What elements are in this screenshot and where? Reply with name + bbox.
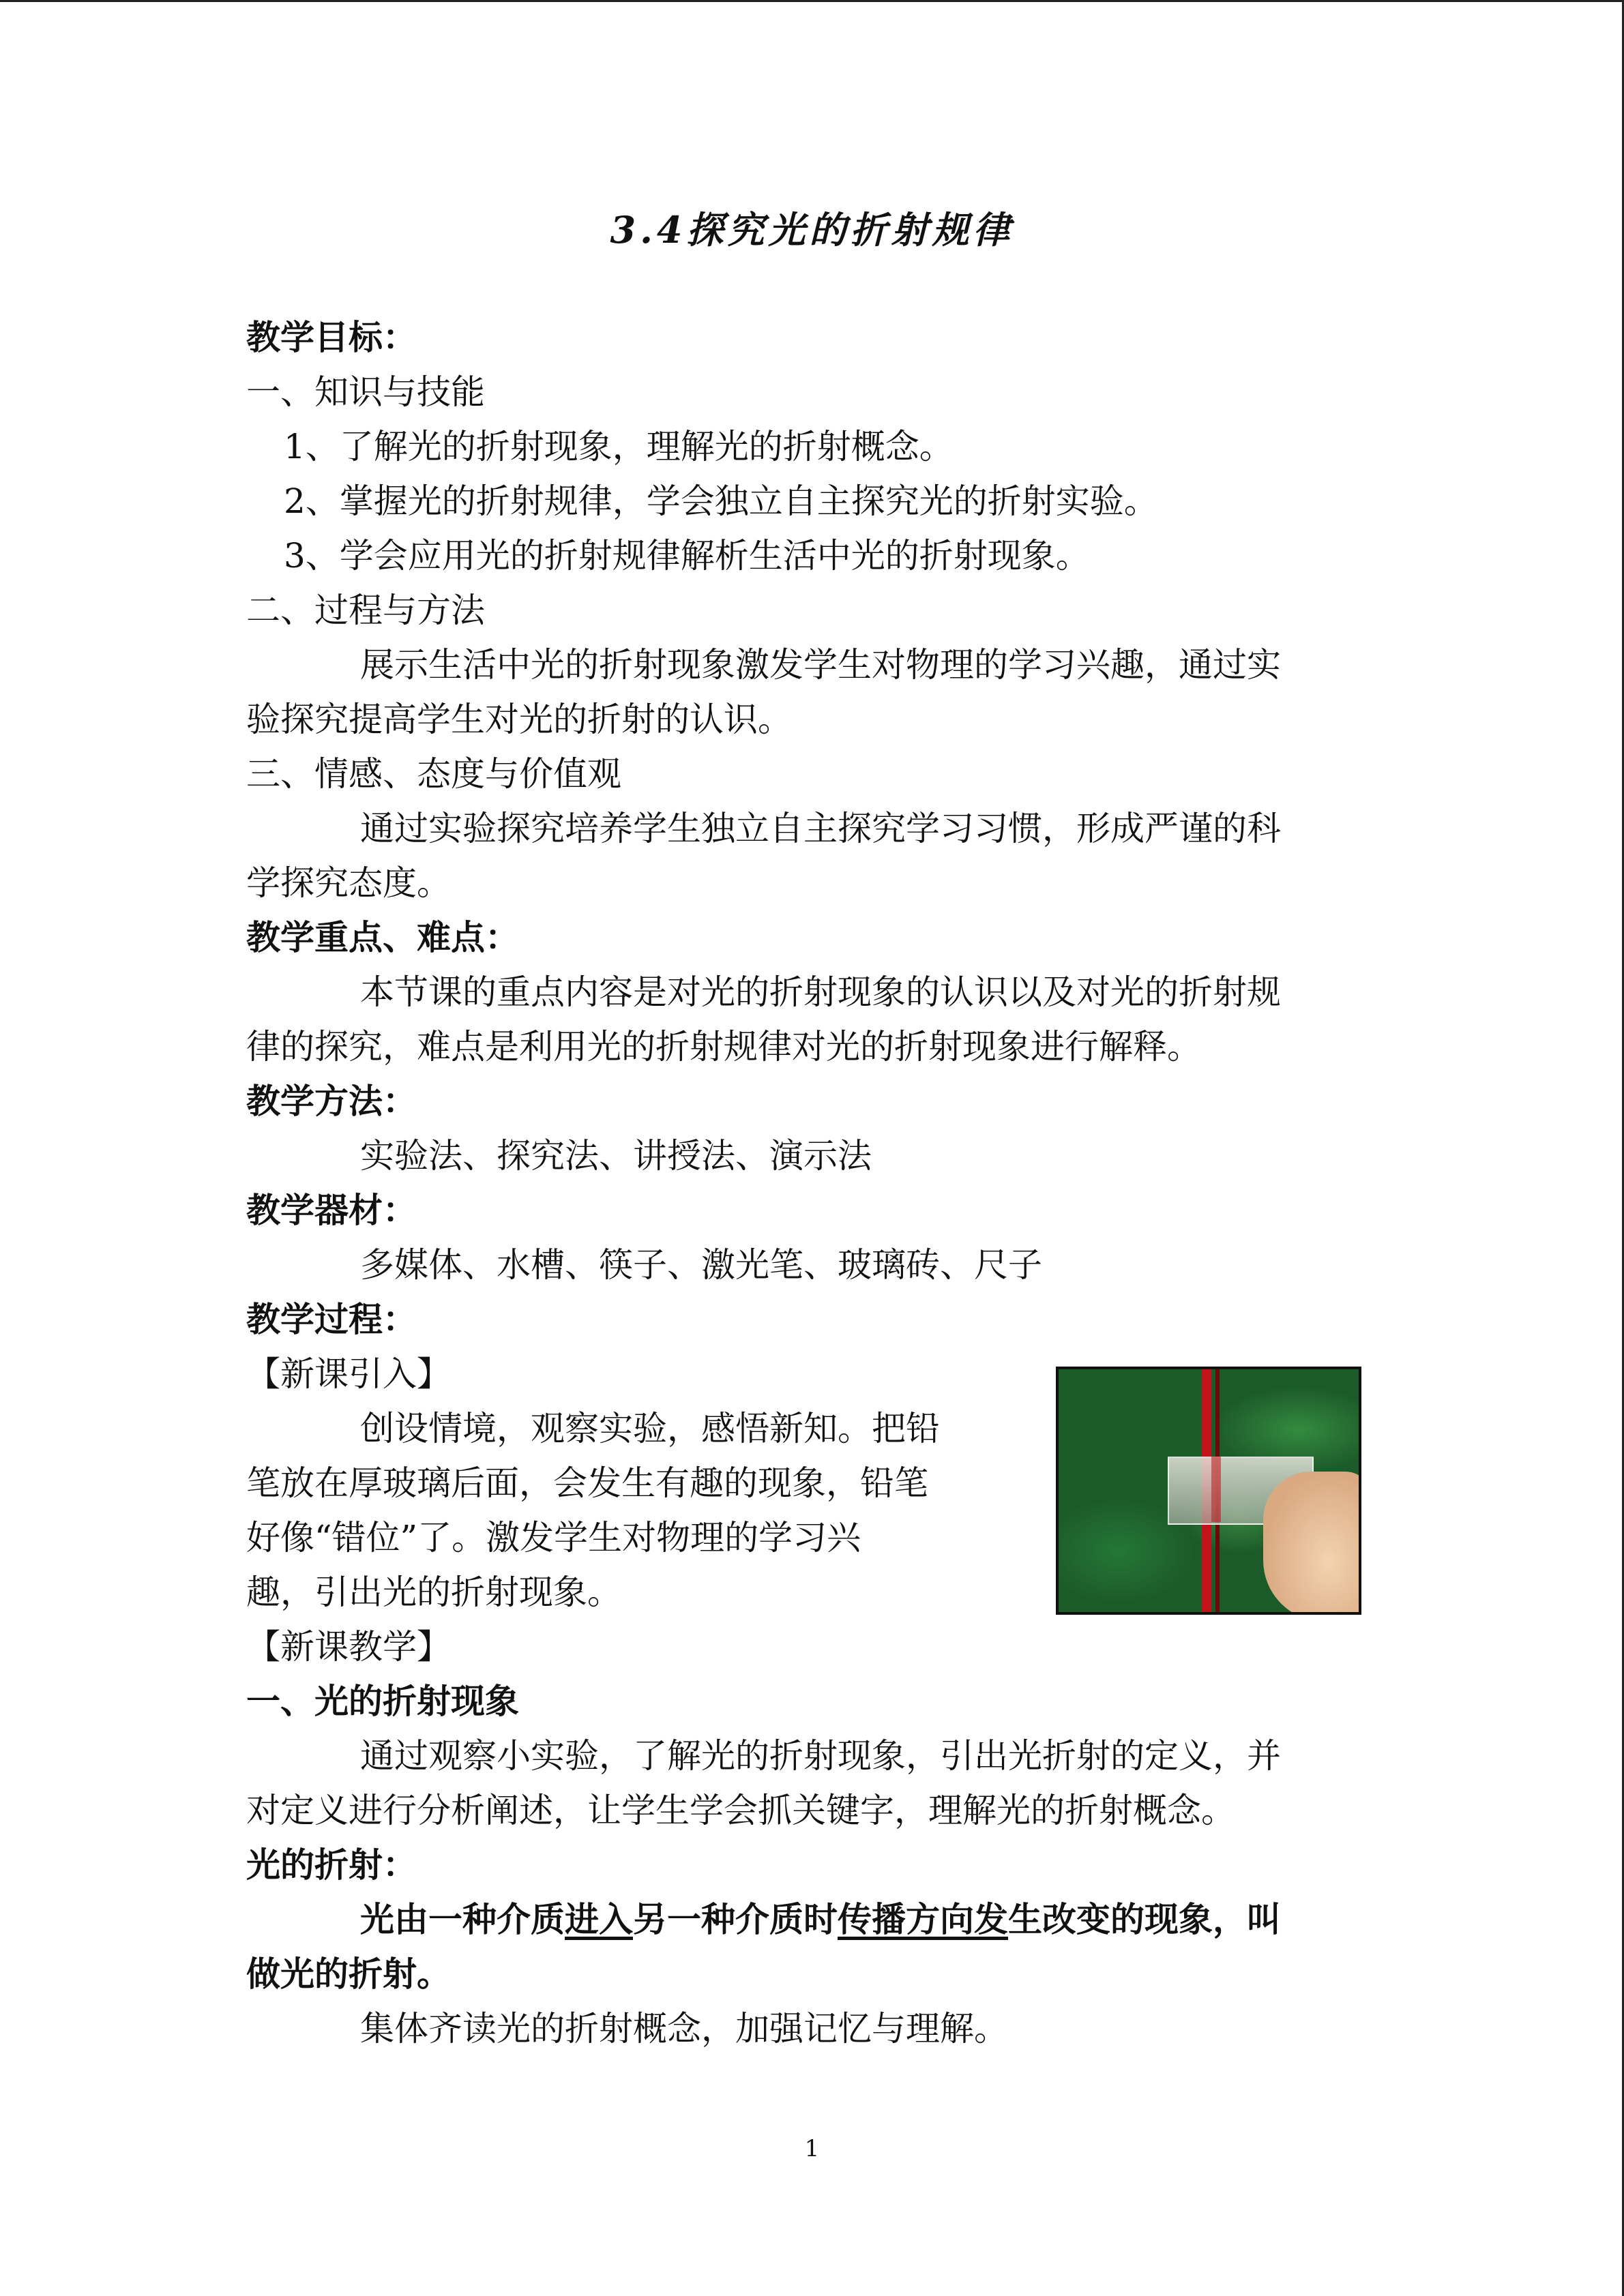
section-knowledge-skills: 一、知识与技能 — [246, 372, 485, 412]
paragraph-line: 律的探究，难点是利用光的折射规律对光的折射现象进行解释。 — [246, 1027, 1201, 1067]
definition-text: 光由一种介质 — [360, 1900, 565, 1939]
definition-line-1 — [360, 1892, 1472, 1947]
teaching-label: 【新课教学】 — [246, 1627, 451, 1667]
definition-keyword-direction: 传播方向发 — [838, 1900, 1008, 1939]
paragraph-line: 通过实验探究培养学生独立自主探究学习习惯，形成严谨的科 — [360, 809, 1281, 848]
intro-line: 趣，引出光的折射现象。 — [246, 1572, 621, 1612]
objectives-heading: 教学目标： — [246, 318, 417, 357]
pencil-refracted-segment — [1211, 1457, 1221, 1522]
intro-line: 笔放在厚玻璃后面，会发生有趣的现象，铅笔 — [246, 1463, 928, 1503]
definition-heading: 光的折射： — [246, 1845, 417, 1885]
intro-label: 【新课引入】 — [246, 1354, 451, 1394]
part1-heading: 一、光的折射现象 — [246, 1682, 519, 1721]
objective-item-3: 3、学会应用光的折射规律解析生活中光的折射现象。 — [284, 536, 1090, 576]
paragraph-line: 展示生活中光的折射现象激发学生对物理的学习兴趣，通过实 — [360, 645, 1281, 685]
equipment-heading: 教学器材： — [246, 1191, 417, 1230]
paragraph-line: 验探究提高学生对光的折射的认识。 — [246, 700, 792, 739]
document-title: 3.4探究光的折射规律 — [610, 208, 1014, 252]
definition-line-2: 做光的折射。 — [246, 1954, 451, 1994]
intro-line: 好像“错位”了。激发学生对物理的学习兴 — [246, 1518, 861, 1557]
methods-text: 实验法、探究法、讲授法、演示法 — [360, 1136, 872, 1176]
section-emotion-values: 三、情感、态度与价值观 — [246, 754, 621, 794]
section-process-method: 二、过程与方法 — [246, 591, 485, 630]
key-points-heading: 教学重点、难点： — [246, 918, 519, 957]
intro-line: 创设情境，观察实验，感悟新知。把铅 — [360, 1409, 940, 1448]
definition-keyword-enter: 进入 — [565, 1900, 633, 1939]
objective-item-2: 2、掌握光的折射规律，学会独立自主探究光的折射实验。 — [284, 481, 1158, 521]
process-heading: 教学过程： — [246, 1300, 417, 1339]
methods-heading: 教学方法： — [246, 1082, 417, 1121]
page-top-border — [0, 0, 1624, 2]
pencil-behind-glass-photo — [1056, 1367, 1361, 1615]
paragraph-line: 学探究态度。 — [246, 863, 451, 903]
definition-text: 另一种介质时 — [633, 1900, 838, 1939]
paragraph-line: 本节课的重点内容是对光的折射现象的认识以及对光的折射规 — [360, 972, 1281, 1012]
paragraph-line: 通过观察小实验，了解光的折射现象，引出光折射的定义，并 — [360, 1736, 1281, 1776]
paragraph-line: 对定义进行分析阐述，让学生学会抓关键字，理解光的折射概念。 — [246, 1791, 1235, 1830]
equipment-text: 多媒体、水槽、筷子、激光笔、玻璃砖、尺子 — [360, 1245, 1042, 1285]
objective-item-1: 1、了解光的折射现象，理解光的折射概念。 — [284, 427, 954, 466]
page-number: 1 — [804, 2135, 820, 2162]
definition-text: 生改变的现象，叫 — [1008, 1900, 1281, 1939]
closing-line: 集体齐读光的折射概念，加强记忆与理解。 — [360, 2009, 1008, 2048]
hand — [1263, 1472, 1361, 1615]
